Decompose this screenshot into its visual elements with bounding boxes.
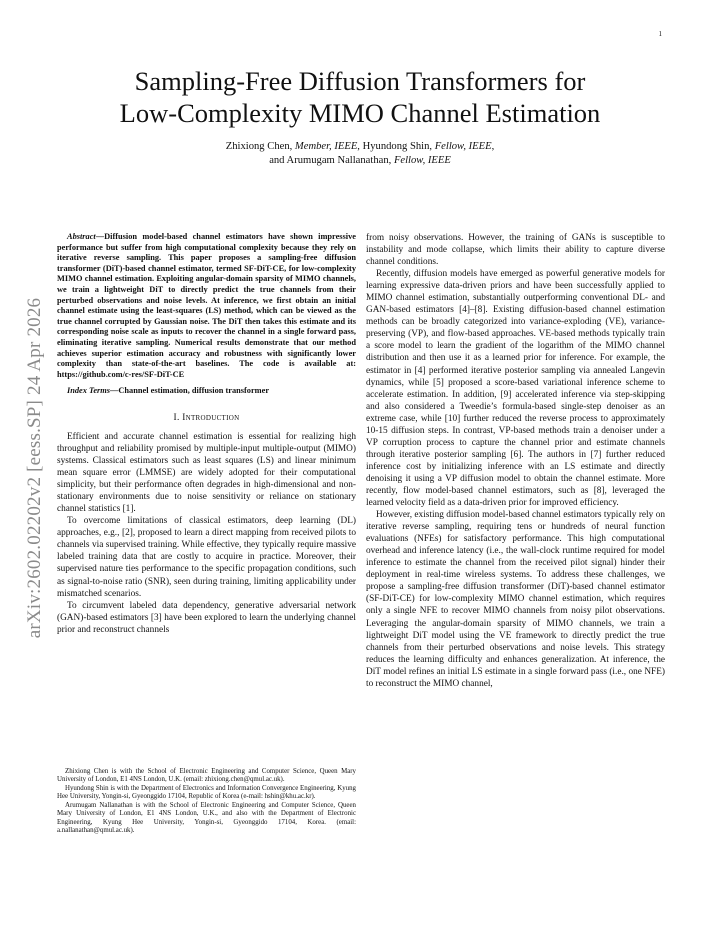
author-1-name: Zhixiong Chen,: [225, 141, 295, 152]
right-column: [366, 232, 665, 690]
arxiv-sidebar-stamp: [26, 258, 44, 678]
footnote-shin: Hyundong Shin is with the Department of Electronics and Information Convergence Engineering, Kyung Hee University, Yongin-si, Gyeonggido 17104, Republic of Korea (e-mail: hshin@khu.ac.kr).: [57, 784, 356, 801]
author-3-role: Fellow, IEEE: [393, 155, 451, 166]
index-terms-text: —Channel estimation, diffusion transformer: [110, 386, 270, 396]
index-terms: [57, 386, 356, 397]
intro-paragraph-1: Efficient and accurate channel estimation is essential for realizing high throughput and reliability promised by multiple-input multiple-output (MIMO) systems. Classical estimators such as least squares (LS) and linear minimum mean square error (LMMSE) are widely adopted for their computational simplicity, but their performance often degrades in high-dimensional and non-stationary environments due to noise sensitivity or reliance on stationary channel statistics [1].: [57, 431, 356, 515]
author-2-role: Fellow, IEEE: [434, 141, 492, 152]
author-block: [60, 140, 660, 168]
footnote-chen: Zhixiong Chen is with the School of Electronic Engineering and Computer Science, Queen Mary University of London, E1 4NS London, U.K. (email: zhixiong.chen@qmul.ac.uk).: [57, 768, 356, 784]
section-title: Introduction: [182, 412, 240, 423]
section-heading-introduction: [57, 412, 356, 424]
abstract: [57, 232, 356, 380]
intro-paragraph-4: from noisy observations. However, the training of GANs is susceptible to instability and mode collapse, which limits their ability to capture diverse channel conditions.: [366, 233, 665, 268]
title-line-1: Sampling-Free Diffusion Transformers for: [134, 66, 586, 96]
author-2-name: , Hyundong Shin,: [357, 141, 435, 152]
page-number: 1: [658, 30, 662, 38]
title-line-2: Low-Complexity MIMO Channel Estimation: [119, 98, 601, 128]
index-terms-label: Index Terms: [67, 386, 111, 396]
intro-paragraph-2: To overcome limitations of classical estimators, deep learning (DL) approaches, e.g., [2], proposed to learn a direct mapping from received pilots to channels via supervised training. While effective, they typically require massive labeled training data that are costly to acquire in practice. Moreover, their supervised nature ties performance to the specific propagation conditions, such as signal-to-noise ratio (SNR), seen during training, limiting applicability under mismatched scenarios.: [57, 516, 356, 599]
intro-paragraph-3: To circumvent labeled data dependency, generative adversarial network (GAN)-based estimators [3] have been explored to learn the underlying channel prior and reconstruct channels: [57, 600, 356, 635]
left-column: [57, 232, 356, 636]
section-numeral: I.: [173, 412, 183, 423]
footnote-nallanathan: Arumugam Nallanathan is with the School of Electronic Engineering and Computer Science, Queen Mary University of London, E1 4NS London, U.K., and also with the Department of Electronic Engineering, Kyung Hee University, Yongin-si, Gyeonggido 17104, Korea. (email: a.nallanathan@qmul.ac.uk).: [57, 801, 356, 835]
author-separator: ,: [491, 141, 495, 152]
author-footnotes: [57, 768, 356, 836]
paper-title: [60, 65, 660, 129]
arxiv-identifier: arXiv:2602.02202v2 [eess.SP] 24 Apr 2026: [24, 297, 45, 639]
intro-paragraph-5: Recently, diffusion models have emerged as powerful generative models for learning expressive data-driven priors and have been successfully applied to MIMO channel estimation, substantially outperforming conventional DL- and GAN-based estimators [4]–[8]. Existing diffusion-based channel estimation methods can be broadly categorized into variance-exploding (VE), variance-preserving (VP), and flow-based approaches. VE-based methods typically train a score model to learn the gradient of the logarithm of the MIMO channel distribution and then use it as a learned prior for inference. For example, the estimator in [4] performed iterative posterior sampling via annealed Langevin dynamics, while [5] proposed a score-based variational inference scheme to accelerate estimation. In addition, [9] accelerated inference via step-skipping and also considered a Tweedie’s formula-based single-step denoiser as an extreme case, while [10] further reduced the reverse process to approximately 10-15 diffusion steps. In contrast, VP-based methods train a denoiser under a VP corruption process to capture the channel prior and estimate channels through iterative posterior sampling [6]. The authors in [7] further reduced inference cost by initializing inference with an LS estimate and directly denoising it using a VP diffusion model to obtain the channel estimate. More recently, flow model-based channel estimators, such as [8], leveraged the learned velocity field as a data-driven prior for improved efficiency.: [366, 269, 665, 509]
author-1-role: Member, IEEE: [294, 141, 358, 152]
intro-paragraph-6: However, existing diffusion model-based channel estimators typically rely on iterative reverse sampling, requiring tens or hundreds of neural function evaluations (NFEs) for satisfactory performance. This high computational overhead and inference latency (i.e., the wall-clock runtime required for model inference to estimate the channel from the received pilot signal) hinder their deployment in real-time wireless systems. To address these challenges, we propose a sampling-free diffusion transformer (DiT)-based channel estimator (SF-DiT-CE) for low-complexity MIMO channel estimation, which requires only a single NFE to recover MIMO channels from noisy pilot observations. Leveraging the angular-domain sparsity of MIMO channels, we train a lightweight DiT model using the VE framework to directly predict the true channels from their perturbed observations and noise levels. This strategy reduces the learning difficulty and enhances generalization. At inference, the DiT model refines an initial LS estimate in a single forward pass (i.e., one NFE) to reconstruct the MIMO channel,: [366, 510, 665, 689]
abstract-text: —Diffusion model-based channel estimators have shown impressive performance but suffer from high computational complexity because they rely on iterative reverse sampling. This paper proposes a sampling-free diffusion transformer (DiT)-based channel estimator, termed SF-DiT-CE, for low-complexity MIMO channel estimation. Exploiting angular-domain sparsity of MIMO channels, we train a lightweight DiT to directly predict the true channels from their perturbed observations and noise levels. At inference, we first obtain an initial channel estimate using the least-squares (LS) method, which can be viewed as the true channel corrupted by Gaussian noise. The DiT then takes this estimate and its corresponding noise scale as inputs to recover the channel in a single forward pass, eliminating iterative sampling. Numerical results demonstrate that our method achieves superior estimation accuracy and robustness with significantly lower complexity than state-of-the-art baselines. The code is available at: https://github.com/c-res/SF-DiT-CE: [57, 232, 356, 379]
author-3-name: and Arumugam Nallanathan,: [269, 155, 394, 166]
abstract-label: Abstract: [67, 232, 96, 241]
